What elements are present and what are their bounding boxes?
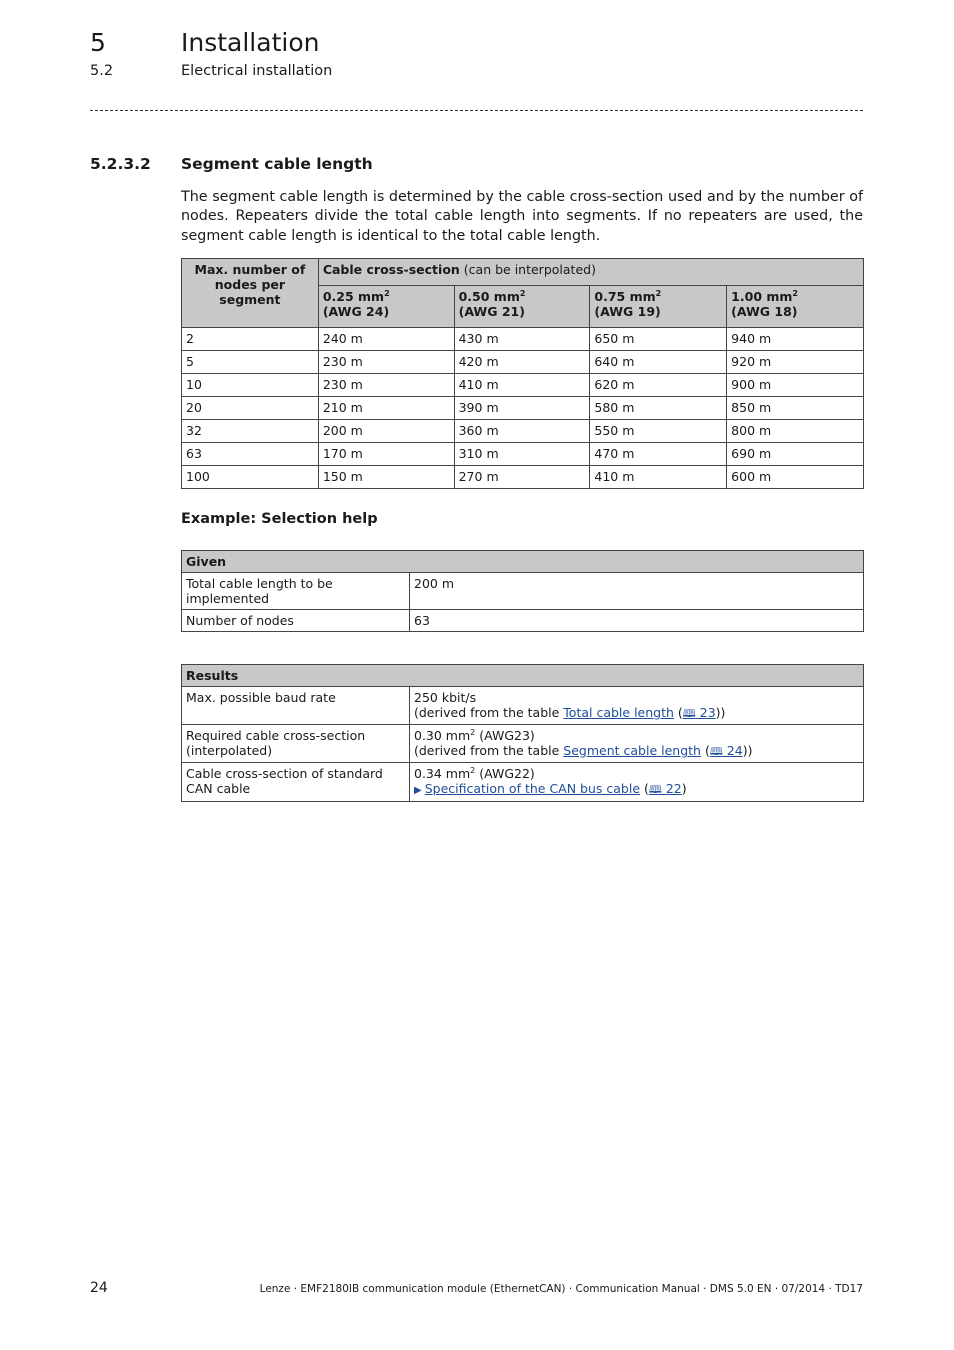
length-cell: 620 m [590,374,727,397]
length-cell: 640 m [590,351,727,374]
can-bus-cable-spec-link[interactable]: Specification of the CAN bus cable [424,781,641,796]
length-cell: 850 m [727,397,864,420]
arrow-right-icon: ▶ [414,785,422,796]
cross-section-column-header: 0.50 $mm^2$ (AWG 21) [454,286,590,328]
length-cell: 170 m [318,443,454,466]
nodes-cell: 10 [182,374,319,397]
length-cell: 470 m [590,443,727,466]
header-divider [90,110,863,111]
length-cell: 550 m [590,420,727,443]
length-cell: 270 m [454,466,590,489]
page-ref-link[interactable]: 🕮 23 [682,705,716,720]
length-cell: 900 m [727,374,864,397]
length-cell: 580 m [590,397,727,420]
given-header: Given [182,551,864,573]
result-label: Required cable cross-section (interpolated) [182,725,410,763]
cross-section-column-header: 0.75 $mm^2$ (AWG 19) [590,286,727,328]
length-cell: 410 m [590,466,727,489]
length-cell: 210 m [318,397,454,420]
given-table-body [182,573,864,632]
cross-section-column-header: 1.00 $mm^2$ (AWG 18) [727,286,864,328]
nodes-cell: 5 [182,351,319,374]
subsection-number: 5.2.3.2 [90,155,151,173]
length-cell: 920 m [727,351,864,374]
example-title: Example: Selection help [181,511,378,527]
length-cell: 800 m [727,420,864,443]
cross-section-column-header: 0.25 $mm^2$ (AWG 24) [318,286,454,328]
table-row [182,328,864,351]
result-label: Cable cross-section of standard CAN cable [182,763,410,802]
table-row [182,763,864,802]
section-number: 5.2 [90,63,114,79]
section-title: Electrical installation [181,63,333,79]
length-cell: 240 m [318,328,454,351]
result-value: 250 kbit/s (derived from the table Total cable length (🕮 23)) [410,687,864,725]
total-cable-length-link[interactable]: Total cable length [563,705,674,720]
page-number: 24 [90,1280,108,1296]
given-label: Total cable length to be implemented [182,573,410,610]
page-ref-link[interactable]: 🕮 22 [648,781,682,796]
footer-text: Lenze · EMF2180IB communication module (EthernetCAN) · Communication Manual · DMS 5.0 EN · 07/2014 · TD17 [259,1283,863,1295]
table-row [182,725,864,763]
given-value: 63 [410,610,864,632]
table-row [182,397,864,420]
table-row [182,687,864,725]
table-row [182,374,864,397]
result-value: 0.30 $mm^2$ (AWG23) (derived from the table Segment cable length (🕮 24)) [410,725,864,763]
length-cell: 150 m [318,466,454,489]
segment-table-body [182,328,864,489]
length-cell: 690 m [727,443,864,466]
chapter-title: Installation [181,28,320,57]
book-icon: 🕮 [709,745,723,758]
length-cell: 650 m [590,328,727,351]
table-row [182,610,864,632]
nodes-cell: 20 [182,397,319,420]
length-cell: 360 m [454,420,590,443]
length-cell: 940 m [727,328,864,351]
chapter-number: 5 [90,28,106,57]
nodes-header: Max. number of nodes per segment [182,259,319,328]
length-cell: 420 m [454,351,590,374]
length-cell: 230 m [318,374,454,397]
cross-section-header: Cable cross-section (can be interpolated) [318,259,863,286]
result-value: 0.34 $mm^2$ (AWG22) ▶ Specification of the CAN bus cable (🕮 22) [410,763,864,802]
page-ref-link[interactable]: 🕮 24 [709,743,743,758]
results-table [181,664,864,802]
nodes-cell: 100 [182,466,319,489]
table-row [182,420,864,443]
segment-cable-length-table [181,258,864,489]
intro-paragraph: The segment cable length is determined by the cable cross-section used and by the number of nodes. Repeaters divide the total cable length into segments. If no repeaters are used, the segment cable length is identical to the total cable length. [181,189,863,244]
length-cell: 410 m [454,374,590,397]
book-icon: 🕮 [682,707,696,720]
given-value: 200 m [410,573,864,610]
length-cell: 600 m [727,466,864,489]
results-header: Results [182,665,864,687]
nodes-cell: 63 [182,443,319,466]
segment-cable-length-link[interactable]: Segment cable length [563,743,701,758]
given-label: Number of nodes [182,610,410,632]
nodes-cell: 2 [182,328,319,351]
nodes-cell: 32 [182,420,319,443]
table-row [182,351,864,374]
subsection-title: Segment cable length [181,155,373,173]
length-cell: 310 m [454,443,590,466]
book-icon: 🕮 [648,783,662,796]
table-row [182,443,864,466]
length-cell: 430 m [454,328,590,351]
length-cell: 390 m [454,397,590,420]
table-row [182,466,864,489]
table-row [182,573,864,610]
given-table [181,550,864,632]
length-cell: 200 m [318,420,454,443]
result-label: Max. possible baud rate [182,687,410,725]
length-cell: 230 m [318,351,454,374]
